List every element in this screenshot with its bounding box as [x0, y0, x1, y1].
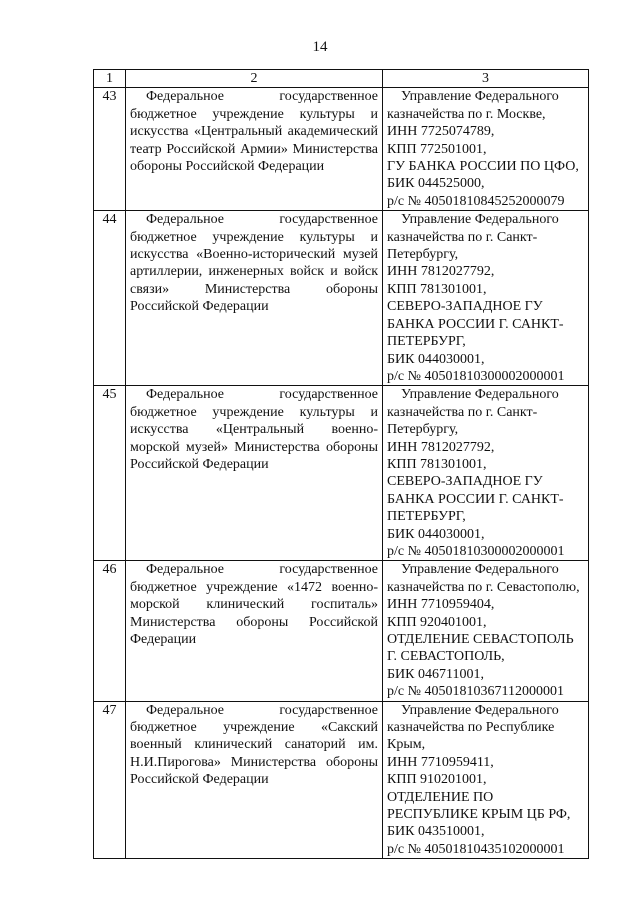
institution-cell: [126, 88, 383, 211]
treasury-detail-line: ГУ БАНКА РОССИИ ПО ЦФО,: [387, 159, 579, 175]
treasury-detail-line: р/с № 40501810435102000001: [387, 841, 565, 857]
treasury-details-cell: [383, 701, 589, 859]
treasury-detail-line: БАНКА РОССИИ Г. САНКТ-: [387, 316, 564, 332]
column-header-1: 1: [94, 70, 126, 88]
institution-cell: [126, 386, 383, 561]
treasury-detail-line: РЕСПУБЛИКЕ КРЫМ ЦБ РФ,: [387, 807, 571, 823]
treasury-detail-line: Управление Федерального: [401, 562, 559, 578]
treasury-detail-line: ОТДЕЛЕНИЕ СЕВАСТОПОЛЬ: [387, 632, 574, 647]
treasury-detail-line: ИНН 7725074789,: [387, 124, 495, 140]
treasury-detail-line: р/с № 40501810845252000079: [387, 193, 565, 209]
treasury-detail-line: казначейства по г. Севастополю,: [387, 579, 580, 595]
treasury-details-cell: [383, 561, 589, 701]
table-row: [94, 211, 589, 386]
treasury-detail-line: ИНН 7812027792,: [387, 264, 495, 280]
treasury-detail-line: СЕВЕРО-ЗАПАДНОЕ ГУ: [387, 474, 543, 490]
treasury-detail-line: р/с № 40501810367112000001: [387, 684, 564, 700]
column-header-3: 3: [383, 70, 589, 88]
treasury-detail-line: БИК 043510001,: [387, 824, 485, 840]
treasury-detail-line: БИК 044030001,: [387, 351, 485, 367]
treasury-detail-line: Крым,: [387, 737, 426, 753]
institution-cell: [126, 211, 383, 386]
treasury-detail-line: СЕВЕРО-ЗАПАДНОЕ ГУ: [387, 299, 543, 315]
table-row: [94, 701, 589, 859]
row-number: 45: [94, 386, 126, 561]
treasury-detail-line: ПЕТЕРБУРГ,: [387, 334, 466, 350]
institution-name: Федеральное государственное бюджетное учреждение «Сакский военный клинический санаторий им. Н.И.Пирогова» Министерства обороны Российской Федерации: [130, 702, 378, 788]
treasury-detail-line: Управление Федерального: [401, 702, 559, 718]
document-table: [93, 69, 589, 859]
treasury-detail-line: Петербургу,: [387, 422, 459, 438]
treasury-detail-line: Управление Федерального: [401, 212, 559, 228]
institution-name: Федеральное государственное бюджетное учреждение культуры и искусства «Центральный военно-морской музей» Министерства обороны Российской Федерации: [130, 387, 378, 472]
institution-name: Федеральное государственное бюджетное учреждение культуры и искусства «Центральный академический театр Российской Армии» Министерства обороны Российской Федерации: [130, 89, 378, 175]
treasury-detail-line: КПП 781301001,: [387, 281, 487, 297]
row-number: 47: [94, 701, 126, 859]
row-number: 43: [94, 88, 126, 211]
treasury-detail-line: ИНН 7812027792,: [387, 439, 495, 455]
treasury-detail-line: казначейства по Республике: [387, 720, 555, 736]
treasury-detail-line: ПЕТЕРБУРГ,: [387, 509, 466, 525]
treasury-detail-line: Петербургу,: [387, 247, 459, 263]
treasury-detail-line: р/с № 40501810300002000001: [387, 543, 565, 559]
treasury-detail-line: БАНКА РОССИИ Г. САНКТ-: [387, 491, 564, 507]
treasury-detail-line: БИК 046711001,: [387, 666, 484, 682]
treasury-detail-line: КПП 781301001,: [387, 456, 487, 472]
institution-cell: [126, 561, 383, 701]
treasury-detail-line: казначейства по г. Санкт-: [387, 229, 538, 245]
treasury-detail-line: Управление Федерального: [401, 387, 559, 403]
treasury-detail-line: КПП 772501001,: [387, 141, 487, 157]
treasury-detail-line: БИК 044525000,: [387, 176, 485, 192]
page-number: 14: [312, 39, 328, 55]
table-row: [94, 88, 589, 211]
table-body: [94, 88, 589, 859]
treasury-details-cell: [383, 386, 589, 561]
treasury-details-cell: [383, 211, 589, 386]
treasury-detail-line: Г. СЕВАСТОПОЛЬ,: [387, 649, 505, 665]
treasury-detail-line: ИНН 7710959411,: [387, 754, 494, 770]
table-header-row: [94, 70, 589, 88]
treasury-detail-line: казначейства по г. Санкт-: [387, 404, 538, 420]
row-number: 44: [94, 211, 126, 386]
institution-cell: [126, 701, 383, 859]
table-row: [94, 386, 589, 561]
row-number: 46: [94, 561, 126, 701]
treasury-detail-line: р/с № 40501810300002000001: [387, 368, 565, 384]
treasury-detail-line: казначейства по г. Москве,: [387, 106, 546, 122]
treasury-detail-line: КПП 910201001,: [387, 772, 487, 788]
institution-name: Федеральное государственное бюджетное учреждение «1472 военно-морской клинический госпиталь» Министерства обороны Российской Федерации: [130, 562, 378, 647]
institution-name: Федеральное государственное бюджетное учреждение культуры и искусства «Военно-исторический музей артиллерии, инженерных войск и войск связи» Министерства обороны Российской Федерации: [130, 212, 378, 315]
column-header-2: 2: [126, 70, 383, 88]
treasury-detail-line: Управление Федерального: [401, 89, 559, 105]
treasury-detail-line: ОТДЕЛЕНИЕ ПО: [387, 789, 494, 805]
treasury-detail-line: КПП 920401001,: [387, 614, 487, 630]
treasury-details-cell: [383, 88, 589, 211]
treasury-detail-line: ИНН 7710959404,: [387, 597, 495, 613]
table-row: [94, 561, 589, 701]
treasury-detail-line: БИК 044030001,: [387, 526, 485, 542]
